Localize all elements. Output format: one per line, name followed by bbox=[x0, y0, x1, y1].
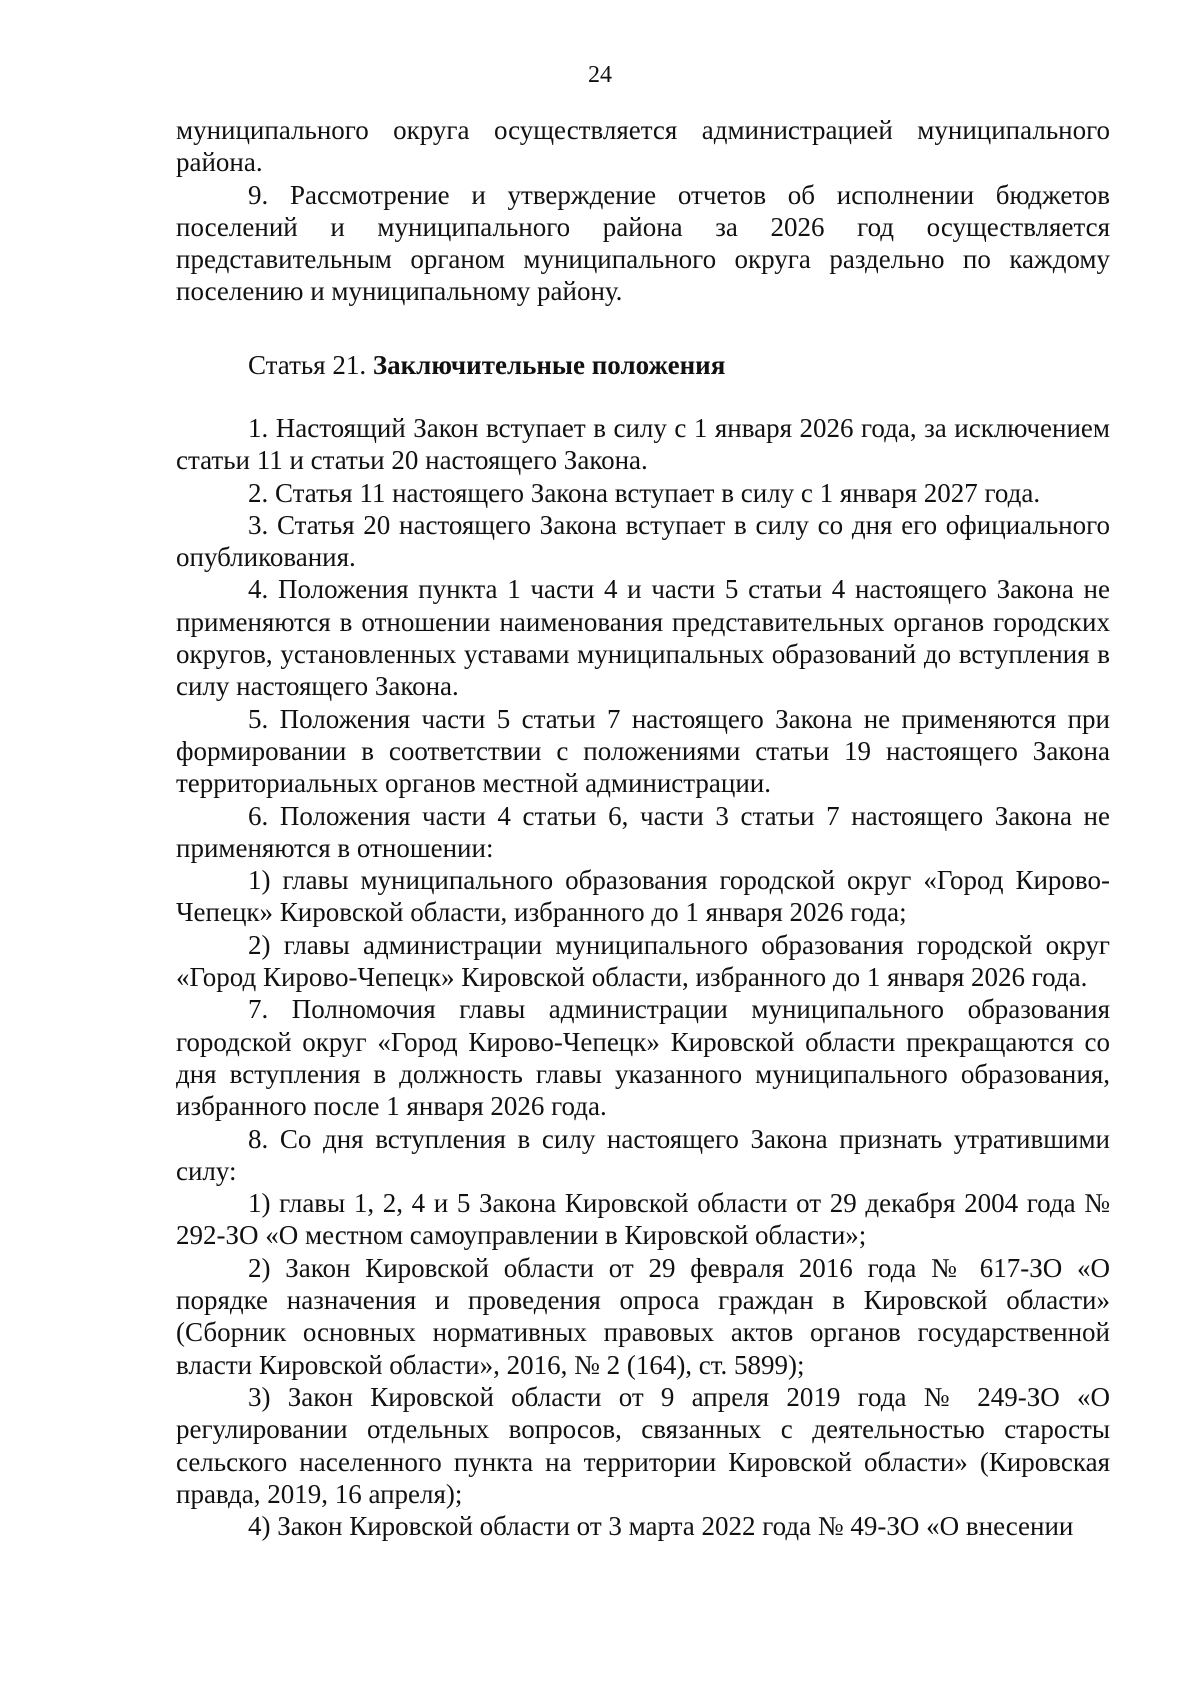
article-body bbox=[176, 412, 1110, 1542]
page-number: 24 bbox=[588, 62, 612, 88]
paragraph-subitem-8-2: 2) Закон Кировской области от 29 февраля 2016 года № 617-ЗО «О порядке назначения и проведения опроса граждан в Кировской области» (Сборник основных нормативных правовых актов органов государственной власти Кировской области», 2016, № 2 (164), ст. 5899); bbox=[176, 1252, 1110, 1380]
document-body-top bbox=[176, 114, 1110, 308]
article-number: Статья 21. bbox=[248, 350, 367, 380]
paragraph-subitem-6-2: 2) главы администрации муниципального образования городской округ «Город Кирово-Чепецк» Кировской области, избранного до 1 января 2026 года. bbox=[176, 929, 1110, 993]
paragraph-item-1: 1. Настоящий Закон вступает в силу с 1 января 2026 года, за исключением статьи 11 и статьи 20 настоящего Закона. bbox=[176, 413, 1110, 476]
paragraph-item-3: 3. Статья 20 настоящего Закона вступает в силу со дня его официального опубликования. bbox=[176, 509, 1110, 573]
paragraph-subitem-8-3: 3) Закон Кировской области от 9 апреля 2019 года № 249-ЗО «О регулировании отдельных вопросов, связанных с деятельностью старосты сельского населенного пункта на территории Кировской области» (Кировская правда, 2019, 16 апреля); bbox=[176, 1381, 1110, 1509]
paragraph-subitem-6-1: 1) главы муниципального образования городской округ «Город Кирово-Чепецк» Кировской области, избранного до 1 января 2026 года; bbox=[176, 865, 1110, 928]
paragraph-item-6: 6. Положения части 4 статьи 6, части 3 статьи 7 настоящего Закона не применяются в отношении: bbox=[176, 800, 1110, 863]
paragraph-item-7: 7. Полномочия главы администрации муниципального образования городской округ «Город Кирово-Чепецк» Кировской области прекращаются со дня вступления в должность главы указанного муниципального образования, избранного после 1 января 2026 года. bbox=[176, 994, 1110, 1122]
article-title: Заключительные положения bbox=[372, 350, 726, 380]
paragraph-item-4: 4. Положения пункта 1 части 4 и части 5 статьи 4 настоящего Закона не применяются в отношении наименования представительных органов городских округов, установленных уставами муниципальных образований до вступления в силу настоящего Закона. bbox=[176, 574, 1110, 702]
paragraph-item-8: 8. Со дня вступления в силу настоящего Закона признать утратившими силу: bbox=[176, 1123, 1110, 1186]
paragraph-subitem-8-1: 1) главы 1, 2, 4 и 5 Закона Кировской области от 29 декабря 2004 года № 292-ЗО «О местном самоуправлении в Кировской области»; bbox=[176, 1188, 1110, 1251]
article-heading bbox=[248, 349, 725, 381]
paragraph-item-5: 5. Положения части 5 статьи 7 настоящего Закона не применяются при формировании в соответствии с положениями статьи 19 настоящего Закона территориальных органов местной администрации. bbox=[176, 703, 1110, 799]
paragraph-continuation: муниципального округа осуществляется администрацией муниципального района. bbox=[176, 115, 1110, 178]
paragraph-item-9: 9. Рассмотрение и утверждение отчетов об исполнении бюджетов поселений и муниципального района за 2026 год осуществляется представительным органом муниципального округа раздельно по каждому поселению и муниципальному району. bbox=[176, 179, 1110, 307]
paragraph-item-2: 2. Статья 11 настоящего Закона вступает в силу с 1 января 2027 года. bbox=[248, 477, 1041, 508]
paragraph-subitem-8-4: 4) Закон Кировской области от 3 марта 2022 года № 49-ЗО «О внесении bbox=[248, 1511, 1074, 1542]
